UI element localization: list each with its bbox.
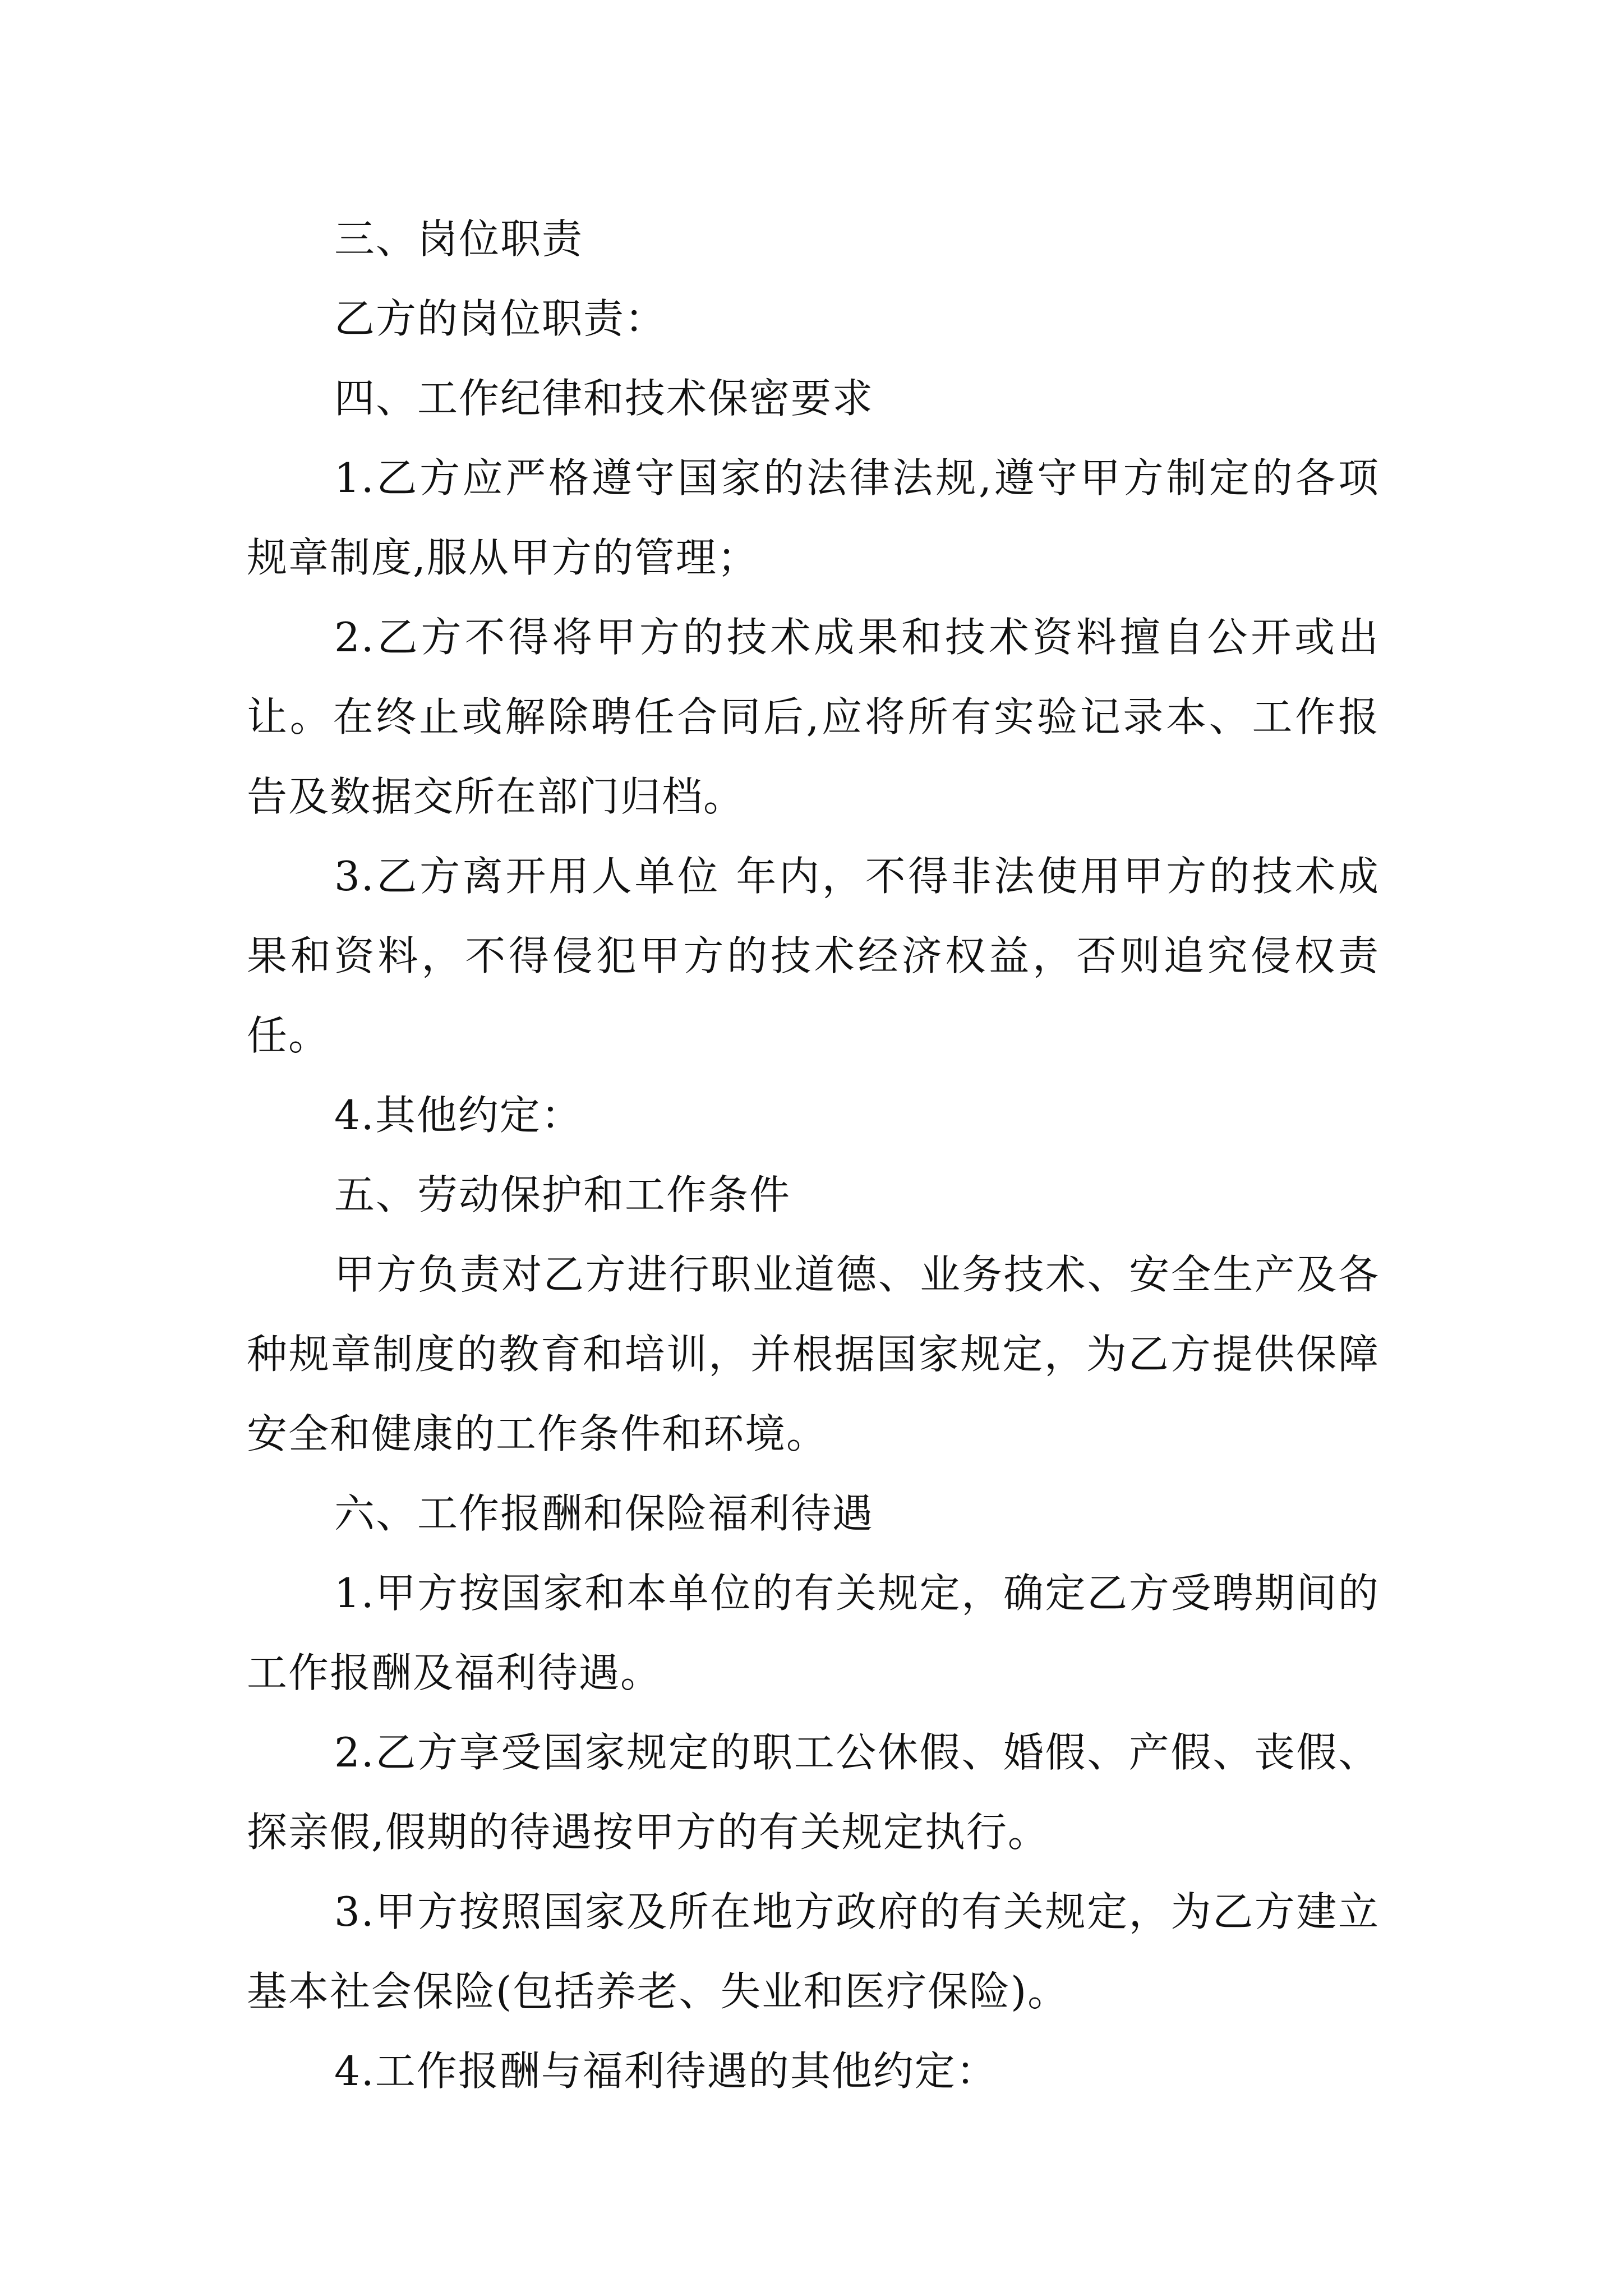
list-item: 1.乙方应严格遵守国家的法律法规,遵守甲方制定的各项规章制度,服从甲方的管理； <box>247 454 1380 581</box>
section-heading-6: 六、工作报酬和保险福利待遇 <box>334 1490 874 1537</box>
paragraph: 乙方的岗位职责： <box>334 295 667 342</box>
list-item: 3.乙方离开用人单位 年内，不得非法使用甲方的技术成果和资料，不得侵犯甲方的技术经济权益，否则追究侵权责任。 <box>247 853 1380 1059</box>
list-item: 4.工作报酬与福利待遇的其他约定： <box>334 2047 998 2095</box>
paragraph: 甲方负责对乙方进行职业道德、业务技术、安全生产及各种规章制度的教育和培训，并根据国家规定，为乙方提供保障安全和健康的工作条件和环境。 <box>247 1251 1380 1457</box>
section-heading-4: 四、工作纪律和技术保密要求 <box>334 375 874 422</box>
list-item: 3.甲方按照国家及所在地方政府的有关规定，为乙方建立基本社会保险(包括养老、失业和医疗保险)。 <box>247 1888 1380 2015</box>
document-body <box>247 199 1380 2111</box>
list-item: 4.其他约定： <box>334 1092 583 1139</box>
list-item: 2.乙方不得将甲方的技术成果和技术资料擅自公开或出让。在终止或解除聘任合同后,应将所有实验记录本、工作报告及数据交所在部门归档。 <box>247 614 1380 820</box>
section-heading-3: 三、岗位职责 <box>334 215 584 263</box>
section-heading-5: 五、劳动保护和工作条件 <box>334 1171 791 1218</box>
list-item: 1.甲方按国家和本单位的有关规定，确定乙方受聘期间的工作报酬及福利待遇。 <box>247 1570 1380 1696</box>
list-item: 2.乙方享受国家规定的职工公休假、婚假、产假、丧假、探亲假,假期的待遇按甲方的有关规定执行。 <box>247 1729 1380 1856</box>
